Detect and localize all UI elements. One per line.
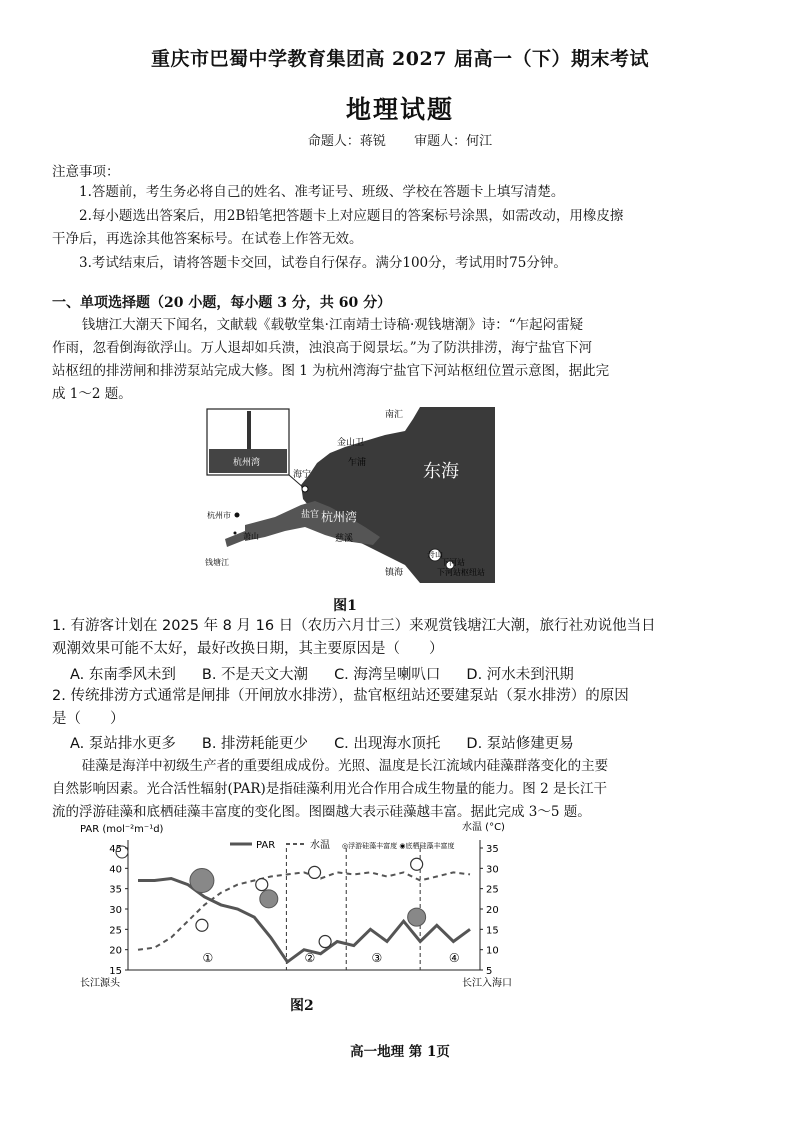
benthic-diatom-circle — [190, 869, 214, 893]
right-tick-label: 20 — [486, 905, 499, 916]
x-start-label: 长江源头 — [80, 978, 120, 989]
label-donghai: 东海 — [423, 461, 459, 482]
authors-line — [0, 130, 800, 149]
figure1-caption: 图1 — [333, 598, 357, 614]
notice-heading: 注意事项： — [52, 164, 120, 180]
label-cixi: 慈溪 — [335, 534, 354, 544]
benthic-diatom-circle — [408, 908, 426, 926]
left-tick-label: 30 — [109, 905, 122, 916]
q2-option-a: A. 泵站排水更多 — [70, 736, 176, 752]
reviewer: 审题人：何江 — [414, 134, 493, 149]
planktonic-diatom-circle — [319, 936, 331, 948]
label-zhapu: 乍浦 — [348, 458, 367, 468]
segment-label: ④ — [448, 951, 460, 965]
label-nanhui: 南汇 — [385, 410, 404, 420]
author: 命题人：蒋锐 — [307, 134, 386, 149]
intro-line-4: 成 1～2 题。 — [52, 386, 132, 402]
right-tick-label: 5 — [486, 966, 493, 977]
page-footer: 高一地理 第 1页 — [350, 1044, 450, 1060]
intro-line-3: 站枢纽的排涝闸和排涝泵站完成大修。图 1 为杭州湾海宁盐官下河站枢纽位置示意图，据此完 — [52, 363, 610, 379]
notice-item-2: 2.每小题选出答案后，用2B铅笔把答题卡上对应题目的答案标号涂黑，如需改动，用橡皮擦 — [79, 208, 624, 224]
label-qiantang: 钱塘江 — [205, 558, 229, 567]
benthic-diatom-circle — [260, 890, 278, 908]
label-yanguan: 盐官 — [301, 510, 320, 520]
right-tick-label: 30 — [486, 864, 499, 876]
subject-title: 地理试题 — [345, 95, 454, 124]
question-1-line-1: 1. 有游客计划在 2025 年 8 月 16 日（农历六月廿三）来观赏钱塘江大潮，旅行社劝说他当日 — [52, 618, 656, 634]
left-tick-label: 45 — [109, 844, 122, 855]
planktonic-diatom-circle — [196, 919, 208, 931]
q2-option-d: D. 泵站修建更易 — [466, 736, 574, 752]
exam-title: 重庆市巴蜀中学教育集团高 2027 届高一（下）期末考试 — [150, 48, 650, 70]
label-haining: 海宁 — [293, 470, 312, 480]
chart-frame — [80, 820, 512, 989]
question-2-line-1: 2. 传统排涝方式通常是闸排（开闸放水排涝），盐官枢纽站还要建泵站（泵水排涝）的原因 — [52, 688, 629, 704]
q1-option-d: D. 河水未到汛期 — [466, 667, 574, 683]
right-axis-label: 水温 (°C) — [462, 822, 505, 833]
passage2-line-3: 流的浮游硅藻和底栖硅藻丰富度的变化图。图圈越大表示硅藻越丰富。据此完成 3～5 题。 — [52, 804, 591, 820]
segment-label: ① — [202, 951, 214, 965]
legend-par: PAR — [256, 840, 276, 851]
label-xiaoshan: 萧山 — [243, 532, 259, 541]
q1-option-a: A. 东南季风未到 — [70, 667, 176, 683]
right-tick-label: 25 — [486, 884, 499, 896]
figure1-map — [205, 405, 495, 583]
inset-label: 杭州湾 — [233, 458, 261, 468]
figure2-chart — [80, 818, 520, 990]
question-1-options — [70, 663, 770, 684]
label-bay: 杭州湾 — [321, 510, 358, 524]
left-tick-label: 25 — [109, 925, 122, 937]
label-hangzhou: 杭州市 — [207, 511, 231, 520]
intro-line-1: 钱塘江大潮天下闻名，文献载《载敬堂集·江南靖士诗稿·观钱塘潮》诗：“乍起闷雷疑 — [81, 317, 584, 333]
left-tick-label: 20 — [109, 945, 122, 957]
left-tick-label: 15 — [109, 966, 122, 977]
left-tick-label: 40 — [109, 864, 122, 876]
label-zhoushan: 舟山 — [427, 550, 443, 559]
legend-diatom: ◎浮游硅藻丰富度 ◉底栖硅藻丰富度 — [342, 842, 455, 850]
figure2-caption: 图2 — [290, 998, 314, 1014]
intro-line-2: 作雨，忽看倒海欲浮山。万人退却如兵溃，浊浪高于阅景坛。”为了防洪排涝，海宁盐官下河 — [52, 340, 593, 356]
label-station: 下河站 — [441, 558, 465, 567]
section-heading: 一、单项选择题（20 小题，每小题 3 分，共 60 分） — [52, 295, 392, 311]
question-1-line-2: 观潮效果可能不太好，最好改换日期，其主要原因是（ ） — [52, 641, 444, 657]
q1-option-c: C. 海湾呈喇叭口 — [334, 667, 441, 683]
passage2-line-1: 硅藻是海洋中初级生产者的重要组成成份。光照、温度是长江流域内硅藻群落变化的主要 — [81, 758, 609, 774]
q1-option-b: B. 不是天文大潮 — [201, 667, 309, 683]
label-jinshanwei: 金山卫 — [337, 438, 365, 448]
segment-label: ③ — [371, 951, 383, 965]
q2-option-b: B. 排涝耗能更少 — [201, 736, 309, 752]
label-xiahe-station: 下河站枢纽站 — [437, 568, 485, 577]
left-tick-label: 35 — [109, 884, 122, 896]
planktonic-diatom-circle — [256, 879, 268, 891]
q2-option-c: C. 出现海水顶托 — [334, 736, 441, 752]
right-tick-label: 35 — [486, 844, 499, 855]
notice-item-1: 1.答题前，考生务必将自己的姓名、准考证号、班级、学校在答题卡上填写清楚。 — [79, 184, 565, 200]
legend-temp: 水温 — [310, 840, 330, 851]
planktonic-diatom-circle — [411, 858, 423, 870]
question-2-options — [70, 732, 770, 753]
passage2-line-2: 自然影响因素。光合活性辐射(PAR)是指硅藻利用光合作用合成生物量的能力。图 2 是长江干 — [52, 781, 607, 797]
segment-label: ② — [304, 951, 316, 965]
planktonic-diatom-circle — [309, 866, 321, 878]
label-zhenhai: 镇海 — [385, 568, 404, 578]
x-end-label: 长江入海口 — [462, 978, 512, 989]
right-tick-label: 15 — [486, 925, 499, 937]
right-tick-label: 10 — [486, 945, 499, 957]
notice-item-2-cont: 干净后，再选涂其他答案标号。在试卷上作答无效。 — [52, 231, 363, 247]
notice-item-3: 3.考试结束后，请将答题卡交回，试卷自行保存。满分100分，考试用时75分钟。 — [79, 255, 567, 271]
left-axis-label: PAR (mol⁻²m⁻¹d) — [80, 824, 164, 835]
question-2-line-2: 是（ ） — [52, 711, 125, 727]
